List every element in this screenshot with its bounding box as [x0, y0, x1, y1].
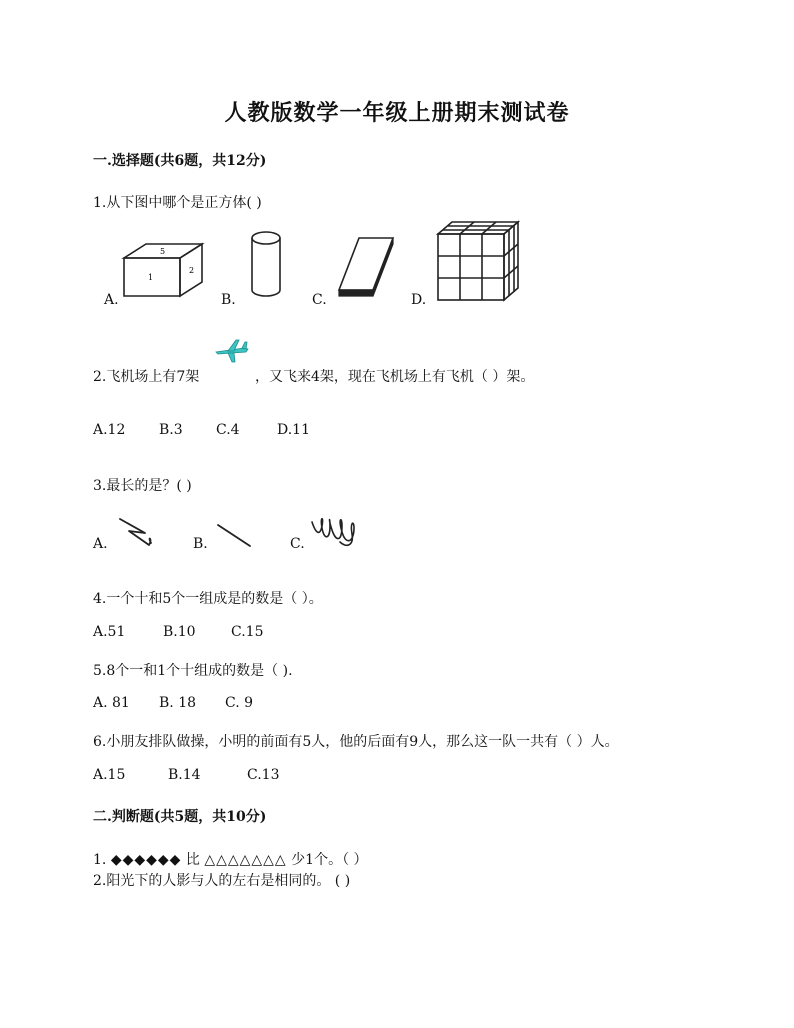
- airplane-icon: [214, 336, 250, 364]
- cylinder-icon: [248, 230, 284, 298]
- flat-box-icon: [335, 234, 399, 300]
- loop-line-icon: [310, 512, 360, 550]
- judgment-1-compare: 比: [185, 852, 200, 868]
- question-5: 5.8个一和1个十组成的数是（ ).: [93, 663, 293, 679]
- question-1: 1.从下图中哪个是正方体( ): [93, 195, 262, 211]
- q6-option-a[interactable]: A.15: [93, 767, 126, 783]
- q5-option-c[interactable]: C. 9: [225, 695, 254, 711]
- cube-face-side: 2: [189, 266, 195, 275]
- straight-line-icon: [215, 522, 255, 550]
- q4-option-a[interactable]: A.51: [93, 624, 126, 640]
- q4-option-b[interactable]: B.10: [163, 624, 196, 640]
- question-2-after: ，又飞来4架，现在飞机场上有飞机（ ）架。: [255, 369, 535, 385]
- cube-face-front: 1: [148, 273, 154, 282]
- q6-option-c[interactable]: C.13: [247, 767, 280, 783]
- q1-option-a[interactable]: A.: [104, 292, 119, 308]
- q4-option-c[interactable]: C.15: [231, 624, 264, 640]
- question-4: 4.一个十和5个一组成是的数是（ ）。: [93, 591, 323, 607]
- question-3: 3.最长的是？( ): [93, 478, 192, 494]
- question-2-before: 2.飞机场上有7架: [93, 369, 200, 385]
- q3-option-b[interactable]: B.: [193, 536, 208, 552]
- q5-option-b[interactable]: B. 18: [159, 695, 197, 711]
- diamond-shapes: ◆◆◆◆◆◆: [110, 852, 182, 868]
- judgment-1-prefix: 1.: [93, 852, 107, 868]
- q1-option-b[interactable]: B.: [221, 292, 236, 308]
- q1-option-d[interactable]: D.: [411, 292, 427, 308]
- q2-option-a[interactable]: A.12: [93, 422, 126, 438]
- judgment-1-suffix: 少1个。（ ）: [291, 852, 368, 868]
- q3-option-a[interactable]: A.: [93, 536, 108, 552]
- section-heading-choice: 一.选择题(共6题，共12分): [93, 153, 267, 169]
- cube-face-top: 5: [160, 247, 166, 256]
- cube-grid-icon: [436, 220, 522, 304]
- question-6: 6.小朋友排队做操，小明的前面有5人，他的后面有9人，那么这一队一共有（ ）人。: [93, 734, 619, 750]
- q6-option-b[interactable]: B.14: [168, 767, 201, 783]
- cuboid-icon: [118, 240, 208, 298]
- q2-option-c[interactable]: C.4: [216, 422, 240, 438]
- judgment-1: [93, 849, 368, 869]
- page-title: 人教版数学一年级上册期末测试卷: [224, 100, 570, 126]
- q2-option-d[interactable]: D.11: [277, 422, 310, 438]
- q1-option-c[interactable]: C.: [312, 292, 327, 308]
- section-heading-judge: 二.判断题(共5题，共10分): [93, 809, 267, 825]
- q5-option-a[interactable]: A. 81: [93, 695, 130, 711]
- zigzag-line-icon: [117, 515, 157, 547]
- judgment-2: 2.阳光下的人影与人的左右是相同的。 ( ): [93, 873, 351, 889]
- q3-option-c[interactable]: C.: [290, 536, 305, 552]
- q2-option-b[interactable]: B.3: [159, 422, 183, 438]
- triangle-shapes: △△△△△△△: [204, 852, 287, 868]
